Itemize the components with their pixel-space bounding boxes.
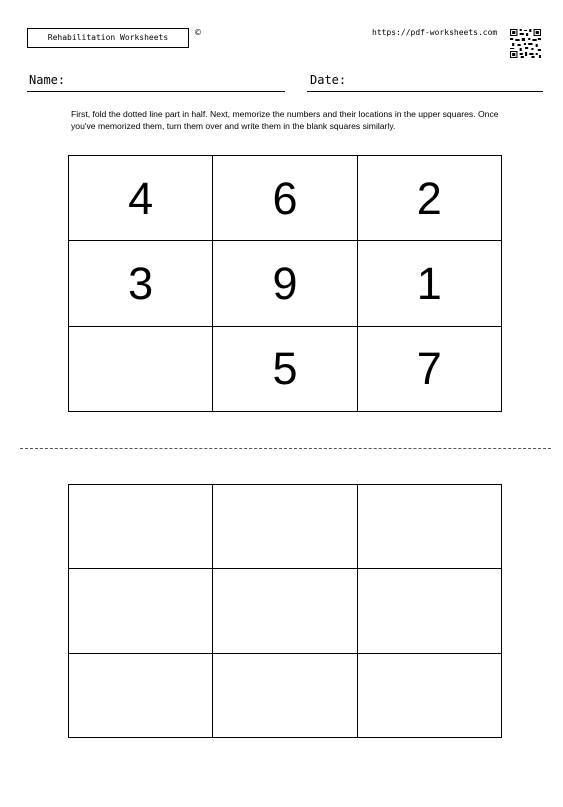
name-field-line[interactable]: [27, 91, 285, 92]
answer-grid-lower: [68, 484, 502, 738]
grid-cell: 2: [358, 156, 502, 241]
grid-cell: 4: [69, 156, 213, 241]
date-label: Date:: [310, 73, 347, 87]
answer-cell[interactable]: [213, 485, 357, 569]
copyright-mark: ©: [194, 28, 202, 37]
answer-cell[interactable]: [69, 485, 213, 569]
memory-grid-upper: [68, 155, 502, 412]
worksheet-title-box: Rehabilitation Worksheets: [27, 28, 189, 48]
name-label: Name:: [29, 73, 66, 87]
date-field-line[interactable]: [307, 91, 543, 92]
grid-cell: 6: [213, 156, 357, 241]
answer-cell[interactable]: [213, 654, 357, 738]
site-url: https://pdf-worksheets.com: [372, 28, 498, 37]
answer-cell[interactable]: [69, 569, 213, 653]
grid-cell: 1: [358, 241, 502, 326]
grid-cell: 9: [213, 241, 357, 326]
answer-cell[interactable]: [213, 569, 357, 653]
fold-dotted-line: [20, 448, 551, 449]
instructions-text: First, fold the dotted line part in half. Next, memorize the numbers and their locations in the upper squares. Once you've memorized them, turn them over and write them in the blank squares similarly.: [71, 109, 499, 131]
grid-cell: [69, 327, 213, 412]
answer-cell[interactable]: [358, 485, 502, 569]
grid-cell: 3: [69, 241, 213, 326]
grid-cell: 7: [358, 327, 502, 412]
grid-cell: 5: [213, 327, 357, 412]
qr-code-icon: [510, 29, 541, 58]
answer-cell[interactable]: [358, 654, 502, 738]
answer-cell[interactable]: [69, 654, 213, 738]
answer-cell[interactable]: [358, 569, 502, 653]
